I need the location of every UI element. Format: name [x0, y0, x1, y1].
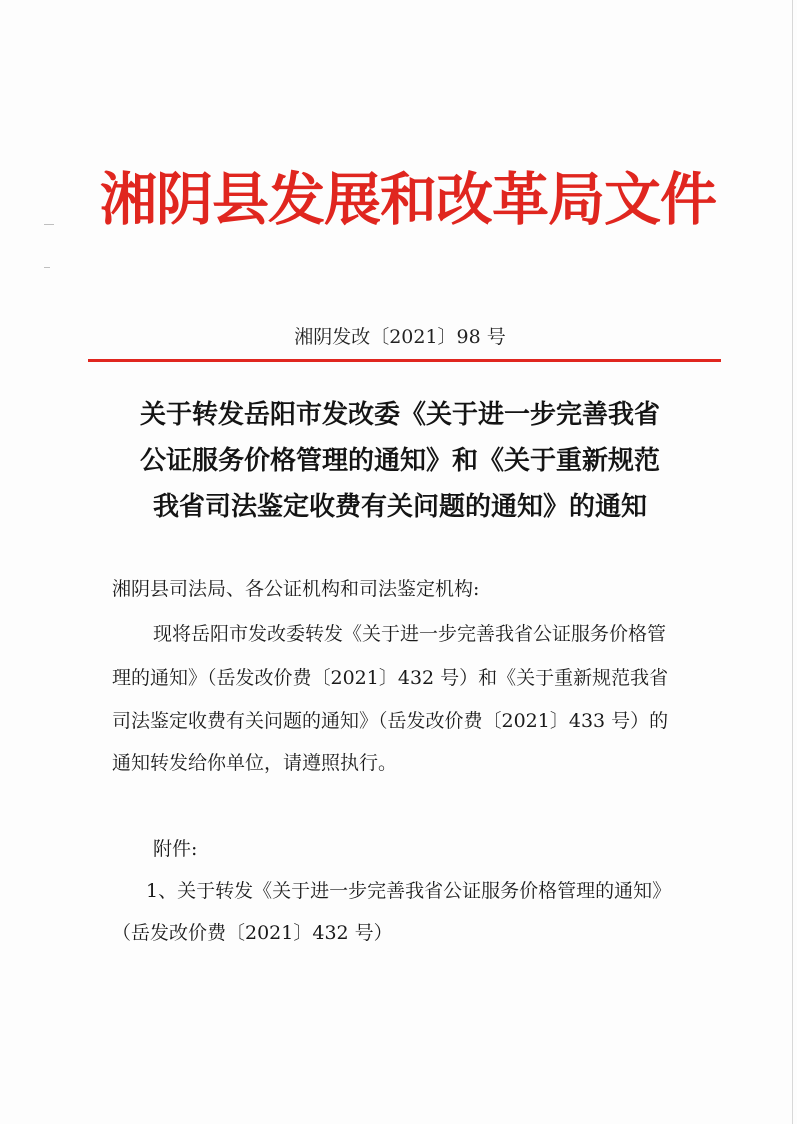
scan-mark — [44, 224, 54, 225]
attachments-label: 附件: — [153, 838, 198, 860]
body-text-line: 现将岳阳市发改委转发《关于进一步完善我省公证服务价格管 — [153, 623, 667, 645]
body-text-line: 理的通知》（岳发改价费〔2021〕432 号）和《关于重新规范我省 — [112, 667, 669, 689]
scan-mark — [44, 267, 50, 268]
addressee: 湘阴县司法局、各公证机构和司法鉴定机构: — [112, 578, 480, 600]
header-red-divider — [88, 359, 721, 362]
subject-line: 公证服务价格管理的通知》和《关于重新规范 — [139, 446, 660, 476]
document-number: 湘阴发改〔2021〕98 号 — [294, 326, 506, 348]
document-subject — [100, 392, 700, 530]
attachment-item: 1、关于转发《关于进一步完善我省公证服务价格管理的通知》 — [146, 880, 672, 902]
subject-line: 我省司法鉴定收费有关问题的通知》的通知 — [152, 492, 647, 522]
body-text-line: 司法鉴定收费有关问题的通知》（岳发改价费〔2021〕433 号）的 — [112, 710, 669, 732]
body-text-line: 通知转发给你单位，请遵照执行。 — [112, 752, 398, 774]
subject-line: 关于转发岳阳市发改委《关于进一步完善我省 — [139, 400, 660, 430]
scan-edge-line — [792, 0, 793, 1124]
attachment-item-continued: （岳发改价费〔2021〕432 号） — [112, 922, 393, 944]
document-header-title: 湘阴县发展和改革局文件 — [100, 166, 716, 233]
